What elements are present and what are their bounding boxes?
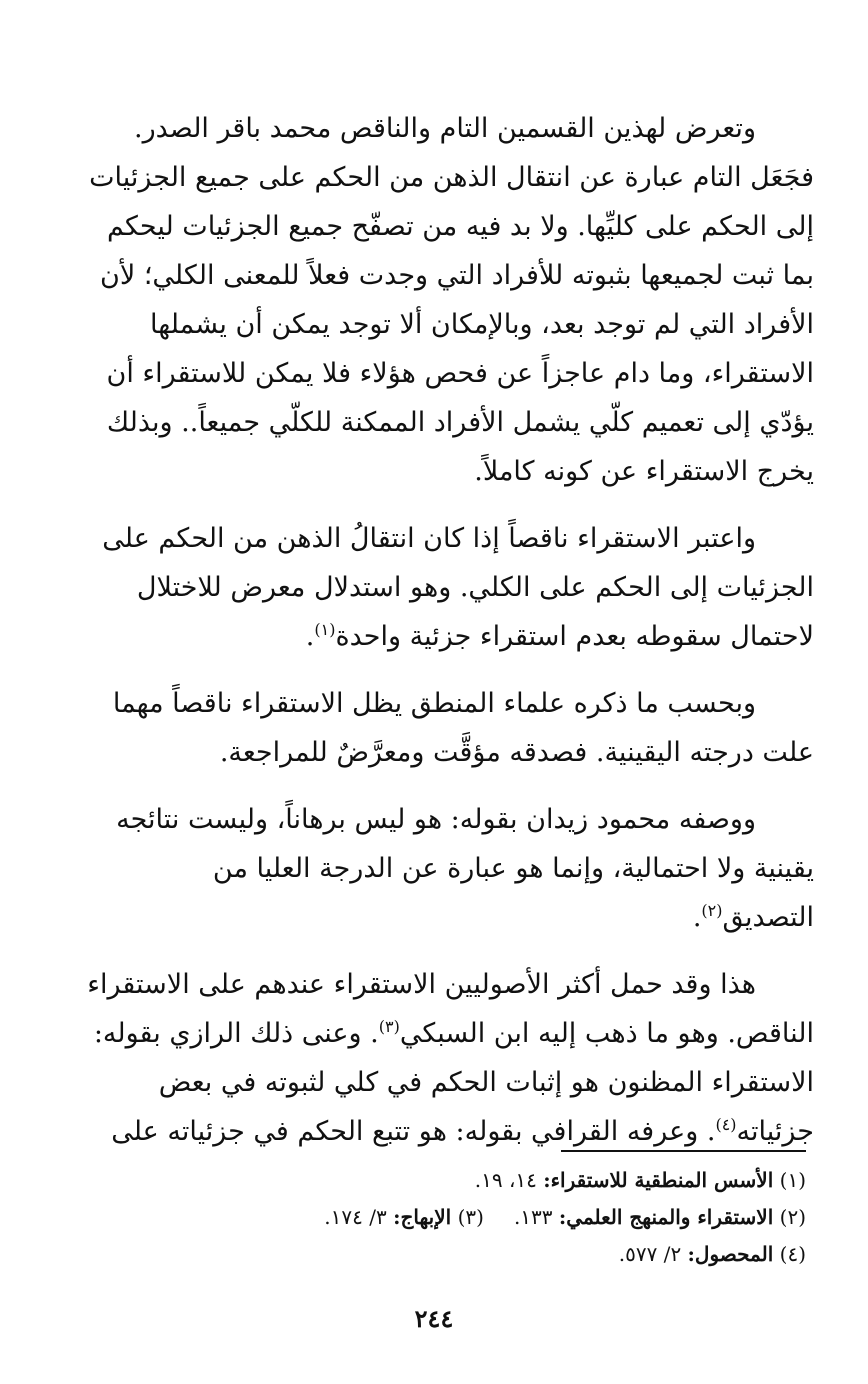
footnote-1: (١) الأسس المنطقية للاستقراء: ١٤، ١٩. [474, 1168, 806, 1192]
text-line: الجزئيات إلى الحكم على الكلي. وهو استدلال معرض للاختلال [136, 572, 814, 603]
text-line: جزئياته$^{(٤)}$. وعرفه القرافي بقوله: هو تتبع الحكم في جزئياته على [111, 1115, 814, 1147]
text-line: الناقص. وهو ما ذهب إليه ابن السبكي$^{(٣)}$. وعنى ذلك الرازي بقوله: [93, 1017, 814, 1049]
paragraph-3 [64, 679, 814, 777]
footnote-ref-1[interactable]: (١) [314, 620, 336, 639]
text-line: بما ثبت لجميعها بثبوته للأفراد التي وجدت فعلاً للمعنى الكلي؛ لأن [100, 260, 814, 291]
footnote-3: (٣) [457, 1205, 484, 1229]
text-line: ووصفه محمود زيدان بقوله: هو ليس برهاناً، وليست نتائجه [116, 804, 756, 835]
text-line: وبحسب ما ذكره علماء المنطق يظل الاستقراء ناقصاً مهما [112, 688, 756, 719]
text-line: وتعرض لهذين القسمين التام والناقص محمد باقر الصدر. [134, 113, 756, 144]
text-line: التصديق$^{(٢)}$. [692, 901, 814, 933]
text-line: علت درجته اليقينية. فصدقه مؤقَّت ومعرَّضٌ للمراجعة. [219, 737, 814, 768]
paragraph-4 [64, 795, 814, 942]
text-line: يؤدّي إلى تعميم كلّي يشمل الأفراد الممكنة للكلّي جميعاً.. وبذلك [106, 407, 814, 438]
footnote-ref-4[interactable]: (٤) [715, 1115, 737, 1134]
footnote-2: (٢) الاستقراء والمنهج العلمي: ١٣٣.(٣) الإبهاج: ٣/ ١٧٤. [324, 1205, 806, 1229]
text-line: واعتبر الاستقراء ناقصاً إذا كان انتقالُ الذهن من الحكم على [102, 523, 756, 554]
paragraph-5 [64, 960, 814, 1156]
text-line: لاحتمال سقوطه بعدم استقراء جزئية واحدة$^{(١)}$. [305, 620, 814, 652]
page-number: ٢٤٤ [414, 1304, 454, 1333]
text-line: فجَعَل التام عبارة عن انتقال الذهن من الحكم على جميع الجزئيات [89, 162, 814, 193]
text-line: يقينية ولا احتمالية، وإنما هو عبارة عن الدرجة العليا من [212, 853, 814, 884]
paragraph-2 [64, 514, 814, 661]
text-line: الأفراد التي لم توجد بعد، وبالإمكان ألا توجد يمكن أن يشملها [150, 309, 814, 340]
footnote-ref-2[interactable]: (٢) [701, 901, 723, 920]
text-line: يخرج الاستقراء عن كونه كاملاً. [474, 456, 814, 487]
text-line: إلى الحكم على كليِّها. ولا بد فيه من تصفّح جميع الجزئيات ليحكم [107, 211, 814, 242]
footnotes [64, 1162, 806, 1273]
footnote-separator [561, 1150, 806, 1152]
footnote-ref-3[interactable]: (٣) [378, 1017, 400, 1036]
paragraph-1 [64, 104, 814, 496]
footnote-4: (٤) المحصول: ٢/ ٥٧٧. [618, 1242, 806, 1266]
text-line: هذا وقد حمل أكثر الأصوليين الاستقراء عندهم على الاستقراء [87, 969, 756, 1000]
text-line: الاستقراء، وما دام عاجزاً عن فحص هؤلاء فلا يمكن للاستقراء أن [106, 358, 814, 389]
text-line: الاستقراء المظنون هو إثبات الحكم في كلي لثبوته في بعض [158, 1067, 814, 1098]
